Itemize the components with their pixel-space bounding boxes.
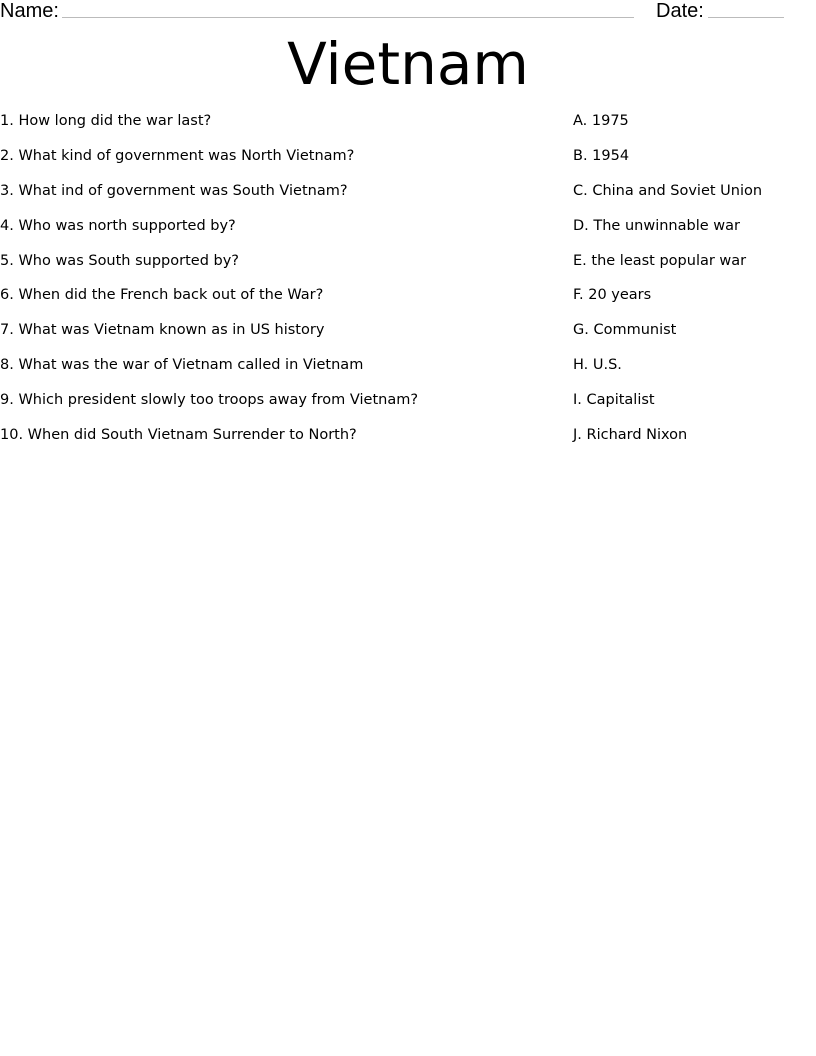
answer-item: G. Communist [573, 322, 677, 339]
question-item: 6. When did the French back out of the War? [0, 287, 324, 304]
answer-item: E. the least popular war [573, 252, 747, 269]
answer-item: A. 1975 [573, 113, 629, 129]
question-item: 10. When did South Vietnam Surrender to North? [0, 427, 357, 444]
page-title: Vietnam [287, 30, 529, 98]
answer-item: H. U.S. [573, 357, 622, 374]
question-item: 1. How long did the war last? [0, 113, 212, 129]
answer-item: J. Richard Nixon [573, 427, 688, 444]
answer-item: F. 20 years [573, 287, 652, 304]
question-item: 5. Who was South supported by? [0, 252, 239, 269]
question-item: 9. Which president slowly too troops away from Vietnam? [0, 392, 419, 409]
answer-item: I. Capitalist [573, 392, 655, 409]
question-item: 7. What was Vietnam known as in US history [0, 322, 325, 339]
worksheet-header [0, 0, 816, 22]
date-blank-line [708, 17, 784, 18]
question-item: 4. Who was north supported by? [0, 217, 236, 234]
answer-item: C. China and Soviet Union [573, 182, 763, 199]
question-item: 8. What was the war of Vietnam called in Vietnam [0, 357, 364, 374]
answer-list [573, 111, 813, 460]
answer-item: D. The unwinnable war [573, 217, 740, 234]
name-blank-line [62, 17, 634, 18]
date-label: Date: [656, 0, 704, 22]
question-list [0, 111, 560, 460]
name-label: Name: [0, 0, 59, 22]
question-item: 3. What ind of government was South Vietnam? [0, 182, 348, 199]
answer-item: B. 1954 [573, 147, 630, 164]
question-item: 2. What kind of government was North Vietnam? [0, 147, 355, 164]
